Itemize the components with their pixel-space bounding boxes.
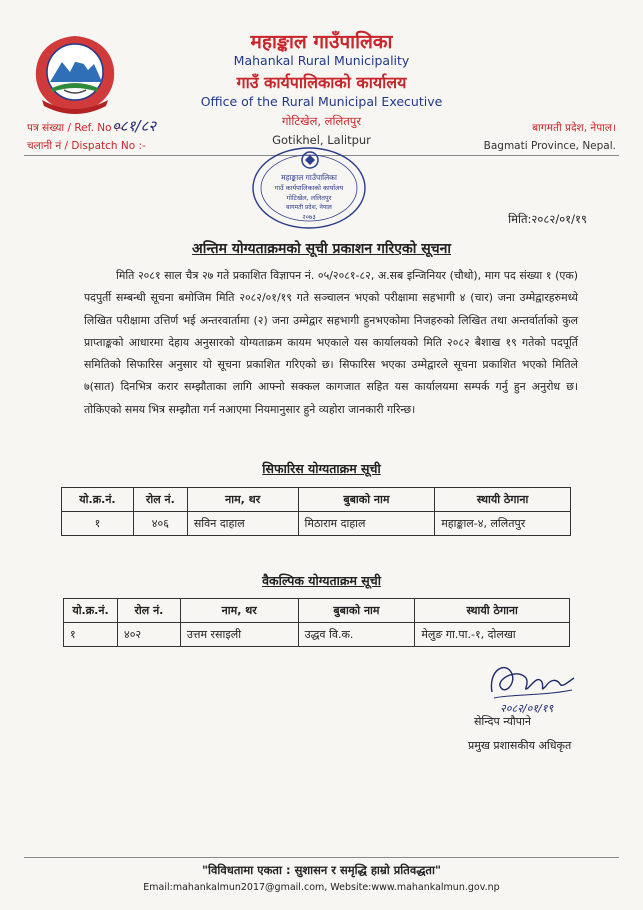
cell-address: महाङ्काल-४, ललितपुर: [435, 512, 571, 536]
header-roll: रोल नं.: [117, 599, 180, 623]
office-name-nepali: गाउँ कार्यपालिकाको कार्यालय: [236, 73, 407, 92]
footer-contact: Email:mahankalmun2017@gmail.com, Website:www.mahankalmun.gov.np: [143, 882, 500, 893]
header-father-name: बुबाको नाम: [298, 599, 415, 623]
location-nepali: गोटिखेल, ललितपुर: [281, 114, 362, 128]
header-roll: रोल नं.: [133, 488, 187, 512]
cell-father-name: मिठाराम दाहाल: [298, 512, 435, 536]
signatory-title: प्रमुख प्रशासकीय अधिकृत: [468, 739, 572, 752]
alternate-list-title: वैकल्पिक योग्यताक्रम सूची: [262, 573, 381, 588]
table-header-row: [64, 599, 570, 623]
table-header-row: [62, 488, 571, 512]
cell-father-name: उद्धव वि.क.: [298, 623, 415, 647]
footer-slogan: "विविधतामा एकता : सुशासन र समृद्धि हाम्रो प्रतिवद्धता": [202, 863, 441, 877]
nepal-government-emblem-icon: [28, 30, 122, 116]
cell-roll: ४०२: [117, 623, 180, 647]
signature-date: २०८२/०१/१९: [500, 702, 554, 715]
recommended-table: [61, 487, 571, 536]
header-address: स्थायी ठेगाना: [435, 488, 571, 512]
location-english: Gotikhel, Lalitpur: [272, 133, 371, 147]
header-father-name: बुबाको नाम: [298, 488, 435, 512]
header-serial: यो.क्र.नं.: [62, 488, 134, 512]
table-row: [64, 623, 570, 647]
stamp-year: २०७३: [302, 213, 316, 221]
notice-title: अन्तिम योग्यताक्रमको सूची प्रकाशन गरिएको सूचना: [192, 241, 451, 257]
cell-serial: १: [62, 512, 134, 536]
org-name-nepali: महाङ्काल गाउँपालिका: [250, 31, 393, 53]
alternate-table: [63, 598, 570, 647]
cell-address: मेलुङ गा.पा.-१, दोलखा: [415, 623, 570, 647]
office-name-english: Office of the Rural Municipal Executive: [200, 94, 443, 109]
header-name: नाम, थर: [187, 488, 298, 512]
cell-name: उत्तम रसाइली: [180, 623, 298, 647]
notice-date: मिति:२०८२/०१/१९: [508, 212, 587, 226]
header-name: नाम, थर: [180, 599, 298, 623]
stamp-line-3: गोटिखेल, ललितपुर: [286, 194, 332, 202]
footer-divider: [24, 857, 619, 858]
handwritten-signature: [482, 652, 582, 716]
cell-roll: ४०६: [133, 512, 187, 536]
ref-number-label: पत्र संख्या / Ref. No :-: [27, 122, 123, 134]
office-stamp-icon: [250, 145, 368, 231]
province-nepali: बागमती प्रदेश, नेपाल।: [532, 122, 616, 134]
stamp-line-4: बागमती प्रदेश, नेपाल: [286, 204, 332, 211]
cell-name: सविन दाहाल: [187, 512, 298, 536]
ref-number-value: ०८१/८२: [112, 117, 157, 135]
header-serial: यो.क्र.नं.: [64, 599, 118, 623]
header-address: स्थायी ठेगाना: [415, 599, 570, 623]
cell-serial: १: [64, 623, 118, 647]
signatory-name: सेन्दिप न्यौपाने: [474, 715, 531, 728]
recommended-list-title: सिफारिस योग्यताक्रम सूची: [262, 461, 381, 476]
notice-body: मिति २०८१ साल चैत्र २७ गते प्रकाशित विज्ञापन नं. ०५/२०८१-८२, अ.सब इन्जिनियर (चौथो), माग पद संख्या १ (एक) पदपुर्ती सम्बन्धी सूचना बमोजिम मिति २०८२/०१/१९ गते सञ्चालन भएको परीक्षामा सहभागी ४ (चार) जना उम्मेद्वारहरुमध्ये लिखित परीक्षामा उत्तिर्ण भई अन्तरवार्तामा (२) जना उम्मेद्वार सहभागी हुनभएकोमा निजहरुको लिखित तथा अन्तर्वार्ताको कुल प्राप्ताङ्कको आधारमा देहाय अनुसारको योग्यताक्रम कायम भएकाले यस कार्यालयको मिति २०८२ बैशाख १९ गतेको पदपूर्ति समितिको सिफारिस अनुसार यो सूचना प्रकाशित गरिएको छ। सिफारिस भएका उम्मेद्वारले सूचना प्रकाशित भएको मितिले ७(सात) दिनभित्र करार सम्झौताका लागि आफ्नो सक्कल कागजात सहित यस कार्यालयमा सम्पर्क गर्नु हुन अनुरोध छ। तोकिएको समय भित्र सम्झौता गर्न नआएमा नियमानुसार हुने व्यहोरा जानकारी गरिन्छ।: [84, 269, 578, 416]
dispatch-number-label: चलानी नं / Dispatch No :-: [27, 140, 146, 152]
stamp-line-2: गाउँ कार्यपालिकाको कार्यालय: [274, 184, 344, 192]
stamp-line-1: महाङ्काल गाउँपालिका: [281, 173, 337, 182]
province-english: Bagmati Province, Nepal.: [483, 140, 616, 152]
table-row: [62, 512, 571, 536]
org-name-english: Mahankal Rural Municipality: [233, 53, 410, 68]
